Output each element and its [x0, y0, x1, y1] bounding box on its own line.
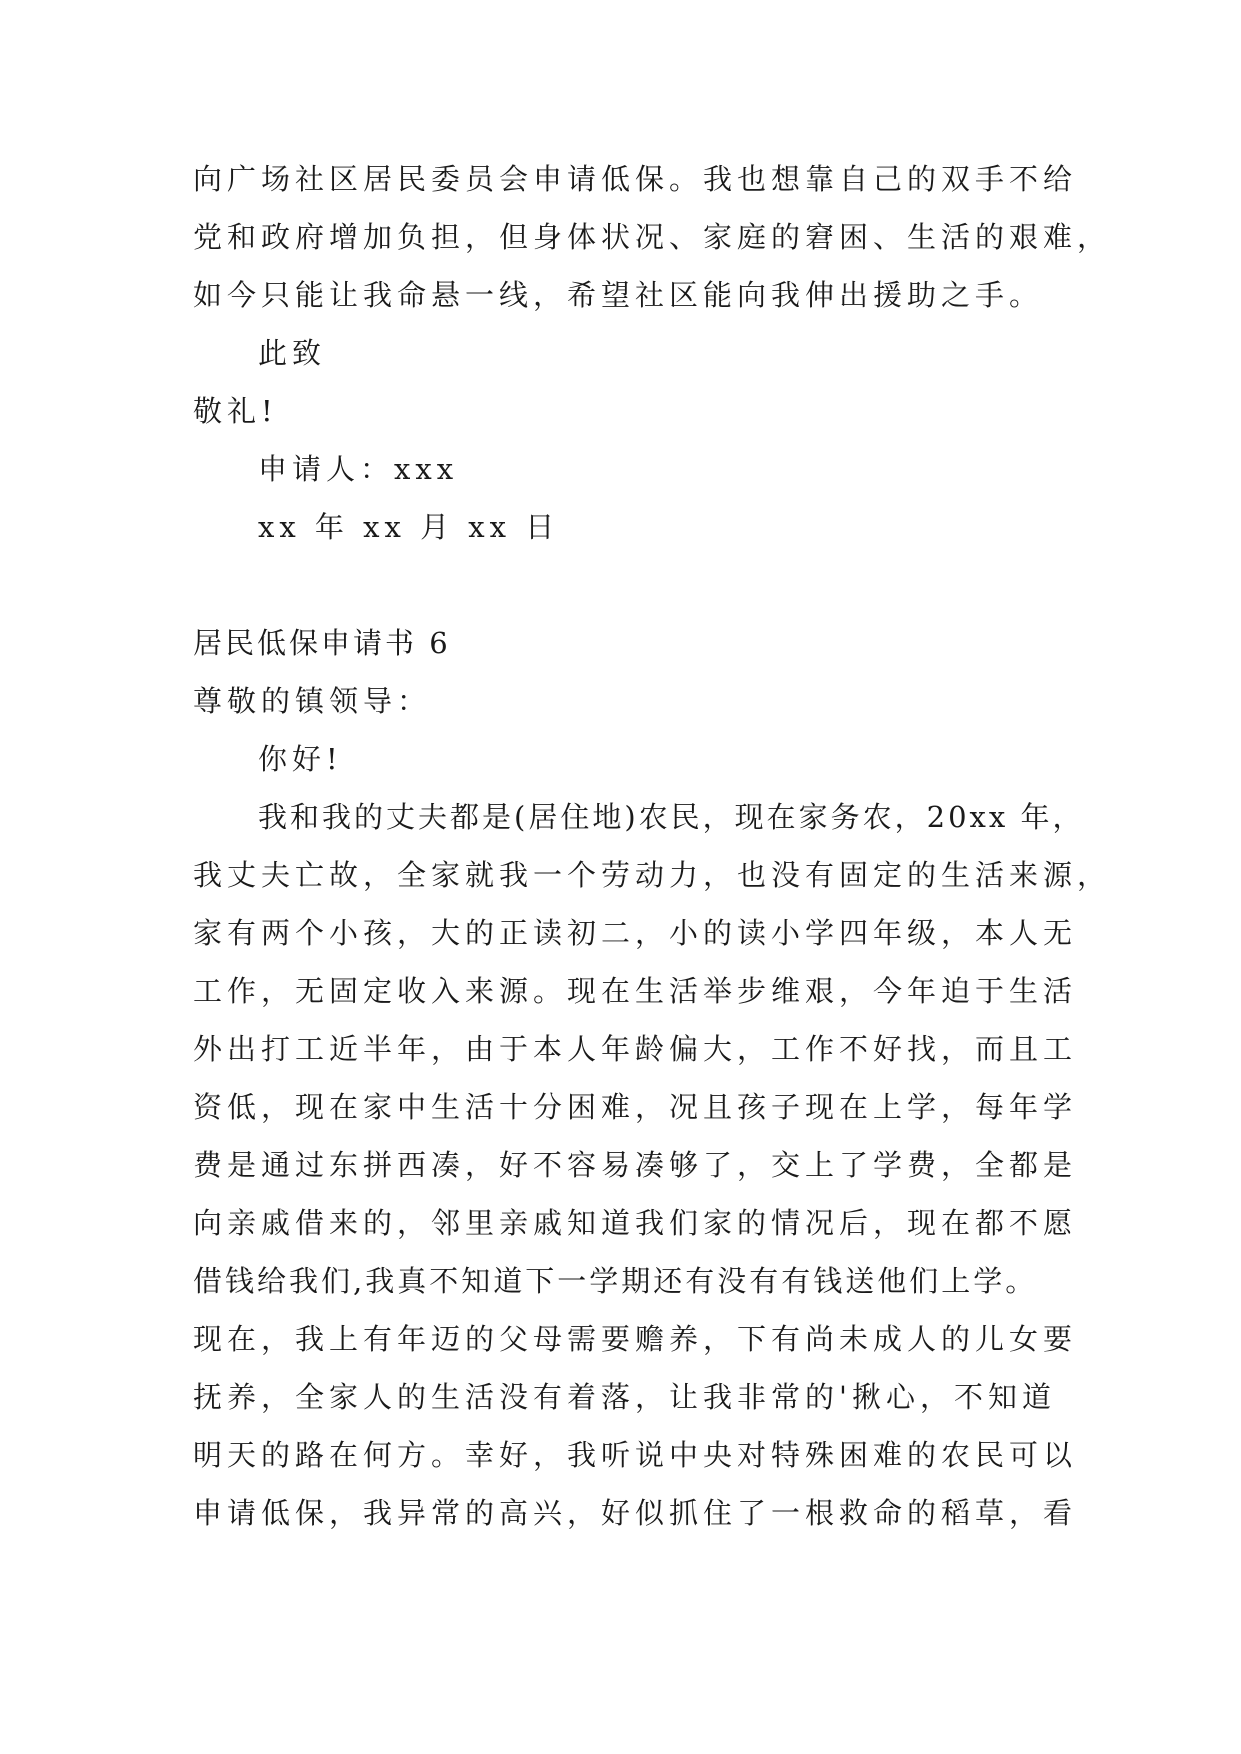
salutation: 尊敬的镇领导：: [193, 684, 432, 718]
body-line: 向广场社区居民委员会申请低保。我也想靠自己的双手不给: [193, 162, 1078, 196]
closing-phrase: 此致: [258, 336, 327, 370]
body-line: 外出打工近半年，由于本人年龄偏大，工作不好找，而且工: [193, 1032, 1078, 1066]
body-line: 工作，无固定收入来源。现在生活举步维艰，今年迫于生活: [193, 974, 1078, 1008]
body-line: 申请低保，我异常的高兴，好似抓住了一根救命的稻草，看: [193, 1496, 1078, 1530]
spacer: [193, 556, 1063, 614]
application-date: xx 年 xx 月 xx 日: [258, 510, 560, 544]
body-line: 向亲戚借来的，邻里亲戚知道我们家的情况后，现在都不愿: [193, 1206, 1078, 1240]
body-line: 费是通过东拼西凑，好不容易凑够了，交上了学费，全都是: [193, 1148, 1078, 1182]
body-line: 现在，我上有年迈的父母需要赡养，下有尚未成人的儿女要: [193, 1322, 1078, 1356]
body-line: 党和政府增加负担，但身体状况、家庭的窘困、生活的艰难，: [193, 220, 1112, 254]
section-title: 居民低保申请书 6: [193, 626, 451, 660]
body-line: 资低，现在家中生活十分困难，况且孩子现在上学，每年学: [193, 1090, 1078, 1124]
body-line: 明天的路在何方。幸好，我听说中央对特殊困难的农民可以: [193, 1438, 1078, 1472]
greeting: 你好!: [258, 742, 343, 776]
body-line: 家有两个小孩，大的正读初二，小的读小学四年级，本人无: [193, 916, 1078, 950]
body-line: 我和我的丈夫都是(居住地)农民，现在家务农，20xx 年，: [258, 800, 1085, 834]
body-line: 抚养，全家人的生活没有着落，让我非常的'揪心，不知道: [193, 1380, 1056, 1414]
body-line: 如今只能让我命悬一线，希望社区能向我伸出援助之手。: [193, 278, 1044, 312]
applicant-signature: 申请人：xxx: [258, 452, 459, 486]
document-body: [193, 150, 1112, 1542]
body-line: 我丈夫亡故，全家就我一个劳动力，也没有固定的生活来源，: [193, 858, 1112, 892]
body-line: 借钱给我们,我真不知道下一学期还有没有有钱送他们上学。: [193, 1264, 1038, 1298]
closing-salute: 敬礼!: [193, 394, 278, 428]
